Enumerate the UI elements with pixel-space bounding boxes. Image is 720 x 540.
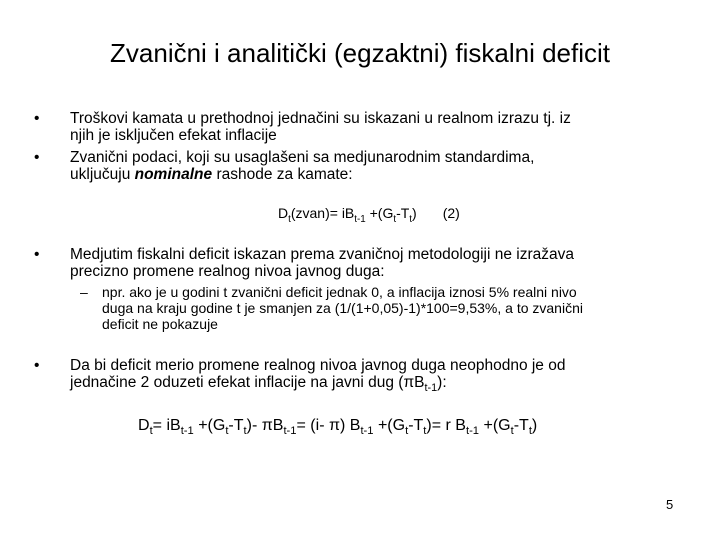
equation-label: (2) bbox=[442, 205, 460, 221]
eq-subscript: t-1 bbox=[283, 425, 297, 438]
eq-subscript: t bbox=[243, 425, 247, 438]
eq-subscript: t bbox=[510, 425, 514, 438]
eq-subscript: t bbox=[423, 425, 427, 438]
eq-subscript: t bbox=[149, 425, 153, 438]
bullet-text-line: Medjutim fiskalni deficit iskazan prema zvaničnoj metodologiji ne izražava bbox=[70, 246, 574, 263]
bullet-marker: • bbox=[34, 357, 40, 374]
bullet-text-line: Zvanični podaci, koji su usaglašeni sa medjunarodnim standardima, bbox=[70, 149, 535, 166]
eq-term: D bbox=[278, 205, 289, 221]
eq-term: (zvan)= iB bbox=[290, 205, 355, 221]
eq-term: )= r B bbox=[426, 417, 466, 434]
text-run: jednačine 2 oduzeti efekat inflacije na javni dug (πB bbox=[70, 374, 425, 391]
emphasis-nominalne: nominalne bbox=[134, 166, 213, 183]
text-run: uključuju bbox=[70, 166, 135, 183]
eq-subscript: t bbox=[528, 425, 532, 438]
bullet-marker: • bbox=[34, 246, 40, 263]
text-run: ): bbox=[437, 374, 447, 391]
eq-term: +(G bbox=[365, 205, 394, 221]
bullet-text-line bbox=[70, 166, 353, 183]
eq-term: = (i- π) B bbox=[296, 417, 361, 434]
eq-subscript: t bbox=[288, 213, 291, 225]
eq-subscript: t bbox=[405, 425, 409, 438]
eq-term: +(G bbox=[479, 417, 511, 434]
eq-subscript: t-1 bbox=[180, 425, 194, 438]
bullet-text-line: precizno promene realnog nivoa javnog duga: bbox=[70, 263, 385, 280]
eq-term: -T bbox=[408, 417, 424, 434]
eq-term: -T bbox=[228, 417, 244, 434]
eq-term: = iB bbox=[152, 417, 181, 434]
slide-title: Zvanični i analitički (egzaktni) fiskalni deficit bbox=[110, 38, 610, 68]
dash-marker: – bbox=[80, 284, 88, 300]
eq-term: -T bbox=[396, 205, 410, 221]
page-number: 5 bbox=[666, 497, 674, 512]
sub-bullet-text-line: npr. ako je u godini t zvanični deficit jednak 0, a inflacija iznosi 5% realni nivo bbox=[102, 284, 577, 300]
eq-subscript: t-1 bbox=[360, 425, 374, 438]
eq-subscript: t bbox=[393, 213, 397, 225]
sub-bullet-text-line: deficit ne pokazuje bbox=[102, 316, 218, 332]
eq-subscript: t-1 bbox=[465, 425, 480, 438]
eq-term: )- πB bbox=[246, 417, 284, 434]
bullet-text-line: njih je isključen efekat inflacije bbox=[70, 127, 277, 144]
eq-subscript: t-1 bbox=[354, 213, 366, 225]
eq-term: D bbox=[138, 417, 150, 434]
eq-term: -T bbox=[513, 417, 529, 434]
eq-term: ) bbox=[531, 417, 538, 434]
eq-subscript: t bbox=[409, 213, 413, 225]
bullet-marker: • bbox=[34, 110, 40, 127]
bullet-text-line: Da bi deficit merio promene realnog nivoa javnog duga neophodno je od bbox=[70, 357, 566, 374]
bullet-marker: • bbox=[34, 149, 40, 166]
eq-subscript: t bbox=[225, 425, 229, 438]
eq-term: ) bbox=[412, 205, 417, 221]
eq-term: +(G bbox=[373, 417, 406, 434]
bullet-text-line: Troškovi kamata u prethodnoj jednačini su iskazani u realnom izrazu tj. iz bbox=[70, 110, 571, 127]
equation-real-deficit bbox=[138, 417, 537, 437]
bullet-text-line bbox=[70, 374, 447, 397]
eq-term: +(G bbox=[193, 417, 226, 434]
text-run: rashode za kamate: bbox=[212, 166, 353, 183]
equation-2 bbox=[278, 205, 460, 225]
sub-bullet-text-line: duga na kraju godine t je smanjen za (1/(1+0,05)-1)*100=9,53%, a to zvanični bbox=[102, 300, 583, 316]
eq-subscript: t-1 bbox=[424, 382, 438, 395]
